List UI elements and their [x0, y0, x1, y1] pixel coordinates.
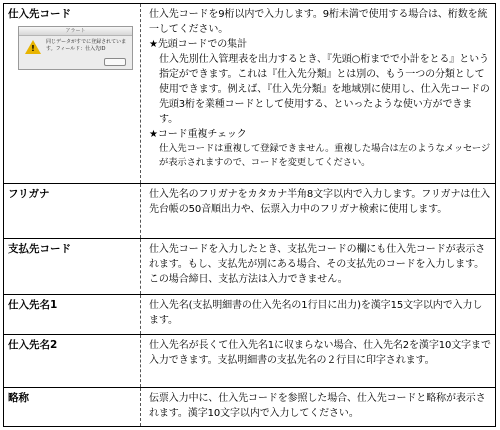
section-heading: ★先頭コードでの集計 — [149, 39, 247, 50]
field-definition-table — [3, 3, 496, 427]
row-label: 支払先コード — [4, 239, 141, 294]
section-text: 仕入先別仕入管理表を出力するとき、『先頭○桁までで小計をとる』という指定ができます。これは『仕入先分類』とは別の、もう一つの分類として使用できます。例えば、『仕入先分類』を地域別に使用し、仕入先コードの先頭3桁を業種コードとして使用する、といったような使い方ができます。 — [159, 54, 490, 125]
table-row — [4, 335, 495, 388]
row-description: 仕入先コードを入力したとき、支払先コードの欄にも仕入先コードが表示されます。もし、支払先が別にある場合、その支払先のコードを入力します。この場合締日、支払方法は入力できません。 — [149, 244, 486, 285]
row-label: 仕入先コード — [4, 4, 141, 183]
row-label: 仕入先名1 — [4, 295, 141, 334]
table-row — [4, 239, 495, 295]
table-row — [4, 295, 495, 335]
table-row — [4, 184, 495, 239]
section-heading: ★コード重複チェック — [149, 129, 247, 140]
row-label: 仕入先名2 — [4, 335, 141, 387]
section-text: 仕入先コードは重複して登録できません。重複した場合は左のようなメッセージが表示されますので、コードを変更してください。 — [159, 143, 491, 168]
row-description: 仕入先名のフリガナをカタカナ半角8文字以内で入力します。フリガナは仕入先台帳の50音順出力や、伝票入力中のフリガナ検索に使用します。 — [149, 189, 491, 215]
intro-text: 仕入先コードを9桁以内で入力します。9桁未満で使用する場合は、桁数を統一してください。 — [149, 9, 488, 35]
row-description: 仕入先名(支払明細書の仕入先名の1行目に出力)を漢字15文字以内で入力します。 — [149, 300, 483, 326]
table-row — [4, 4, 495, 184]
row-description: 伝票入力中に、仕入先コードを参照した場合、仕入先コードと略称が表示されます。漢字10文字以内で入力してください。 — [149, 393, 486, 419]
ok-button — [104, 58, 126, 66]
alert-title: アラート — [19, 27, 132, 36]
table-row — [4, 388, 495, 426]
row-description — [149, 4, 491, 170]
alert-message: 同じデータがすでに登録されています。フィールド：仕入先ID — [46, 39, 127, 52]
row-label: フリガナ — [4, 184, 141, 238]
row-description: 仕入先名が長くて仕入先名1に収まらない場合、仕入先名2を漢字10文字まで入力できます。支払明細書の支払先名の２行目に印字されます。 — [149, 340, 491, 366]
warning-icon: ! — [31, 44, 35, 53]
duplicate-alert-dialog — [18, 26, 133, 70]
row-label: 略称 — [4, 388, 141, 426]
